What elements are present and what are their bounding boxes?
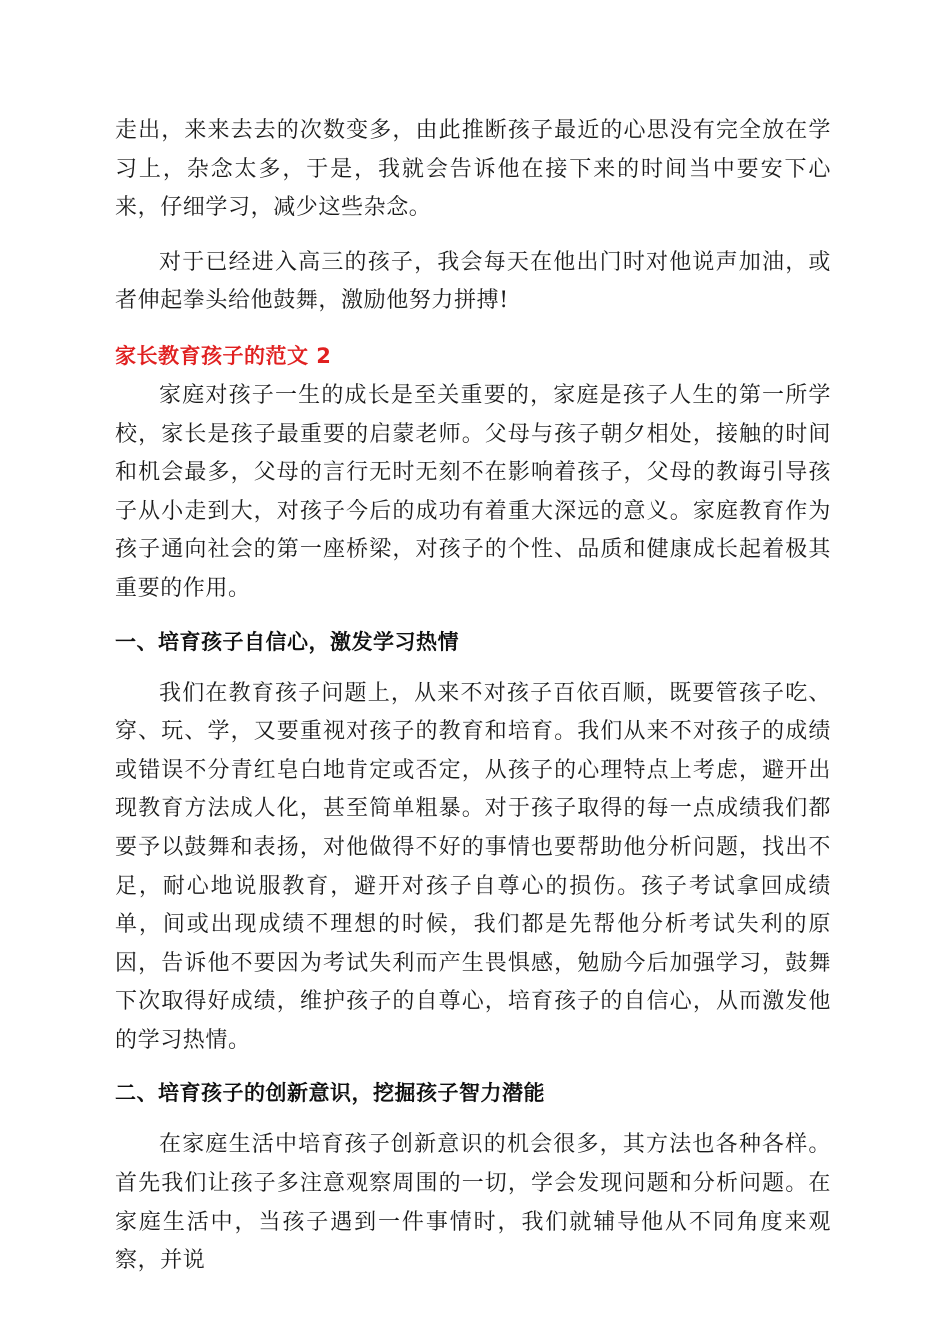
section-title: 家长教育孩子的范文 2 [115, 343, 332, 368]
paragraph-confidence: 我们在教育孩子问题上，从来不对孩子百依百顺，既要管孩子吃、穿、玩、学，又要重视对孩子的教育和培育。我们从来不对孩子的成绩或错误不分青红皂白地肯定或否定，从孩子的心理特点上考虑，避开出现教育方法成人化，甚至简单粗暴。对于孩子取得的每一点成绩我们都要予以鼓舞和表扬，对他做得不好的事情也要帮助他分析问题，找出不足，耐心地说服教育，避开对孩子自尊心的损伤。孩子考试拿回成绩单，间或出现成绩不理想的时候，我们都是先帮他分析考试失利的原因，告诉他不要因为考试失利而产生畏惧感，勉励今后加强学习，鼓舞下次取得好成绩，维护孩子的自尊心，培育孩子的自信心，从而激发他的学习热情。 [115, 680, 831, 1053]
heading-innovation: 二、培育孩子的创新意识，挖掘孩子智力潜能 [115, 1081, 545, 1106]
paragraph-family-importance: 家庭对孩子一生的成长是至关重要的，家庭是孩子人生的第一所学校，家长是孩子最重要的启蒙老师。父母与孩子朝夕相处，接触的时间和机会最多，父母的言行无时无刻不在影响着孩子，父母的教诲引导孩子从小走到大，对孩子今后的成功有着重大深远的意义。家庭教育作为孩子通向社会的第一座桥梁，对孩子的个性、品质和健康成长起着极其重要的作用。 [115, 382, 831, 601]
heading-confidence: 一、培育孩子自信心，激发学习热情 [115, 629, 459, 654]
paragraph-innovation: 在家庭生活中培育孩子创新意识的机会很多，其方法也各种各样。首先我们让孩子多注意观察周围的一切，学会发现问题和分析问题。在家庭生活中，当孩子遇到一件事情时，我们就辅导他从不同角度来观察，并说 [115, 1132, 831, 1274]
document-body [115, 112, 831, 1281]
paragraph-encouragement: 对于已经进入高三的孩子，我会每天在他出门时对他说声加油，或者伸起拳头给他鼓舞，激励他努力拼搏! [115, 249, 831, 314]
paragraph-continuation: 走出，来来去去的次数变多，由此推断孩子最近的心思没有完全放在学习上，杂念太多，于是，我就会告诉他在接下来的时间当中要安下心来，仔细学习，减少这些杂念。 [115, 118, 831, 221]
